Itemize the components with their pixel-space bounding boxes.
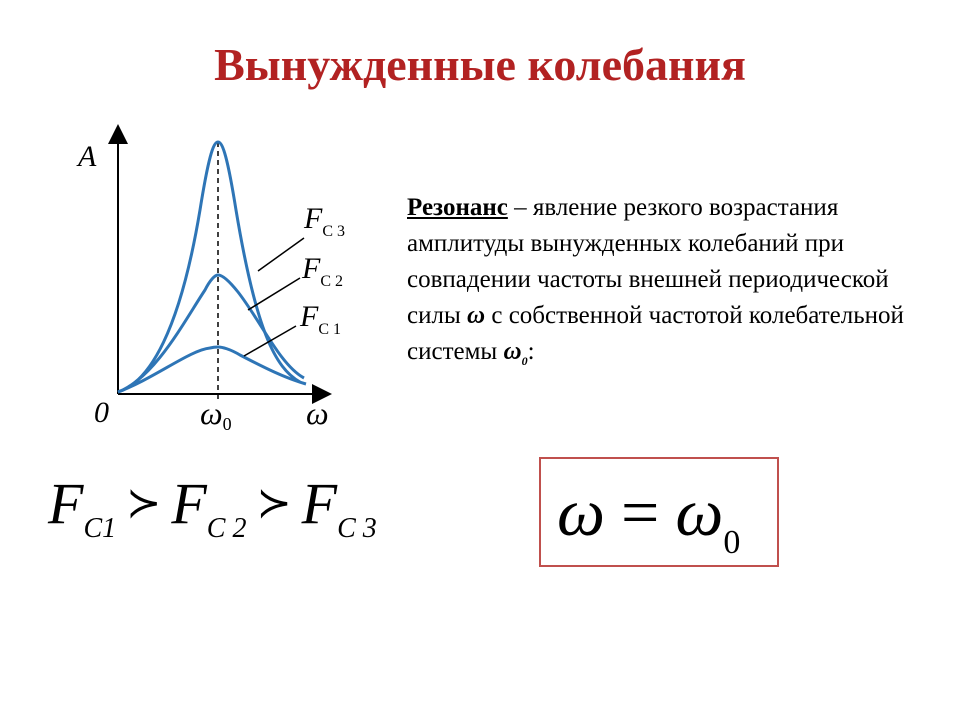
label-fc1: $F_{C 1}$ <box>300 300 341 338</box>
resonance-graph <box>60 120 380 440</box>
definition-text-2: с собственной частотой колебательной системы <box>407 302 904 365</box>
pointer-fc2 <box>248 278 300 310</box>
definition-term: Резонанс <box>407 194 508 221</box>
definition-text-1: – явление резкого возрастания амплитуды вынужденных колебаний при совпадении частоты внешней периодической силы <box>407 194 889 329</box>
label-fc2: $F_{C 2}$ <box>302 252 343 290</box>
y-axis-label: A <box>78 140 97 173</box>
definition-text-3: : <box>527 338 535 365</box>
force-inequality: $F_{C1}≻$ $F_{C 2}≻$ $F_{C 3}$ <box>48 471 377 544</box>
slide-title: Вынужденные колебания <box>214 39 746 90</box>
curve-fc3 <box>118 142 300 392</box>
pointer-fc3 <box>258 238 304 271</box>
omega-symbol: ω <box>467 302 486 329</box>
peak-label: ω0 <box>200 395 232 434</box>
resonance-formula: $\omega = \omega_0$ <box>557 474 741 561</box>
x-axis-label: ω <box>306 395 329 431</box>
omega0-symbol: $\omega_0$ <box>503 338 528 368</box>
resonance-condition-box <box>539 457 779 567</box>
resonance-curves-svg <box>60 120 380 440</box>
origin-label: 0 <box>94 396 109 429</box>
pointer-fc1 <box>244 326 296 356</box>
resonance-definition <box>407 190 937 379</box>
label-fc3: $F_{C 3}$ <box>304 202 345 240</box>
